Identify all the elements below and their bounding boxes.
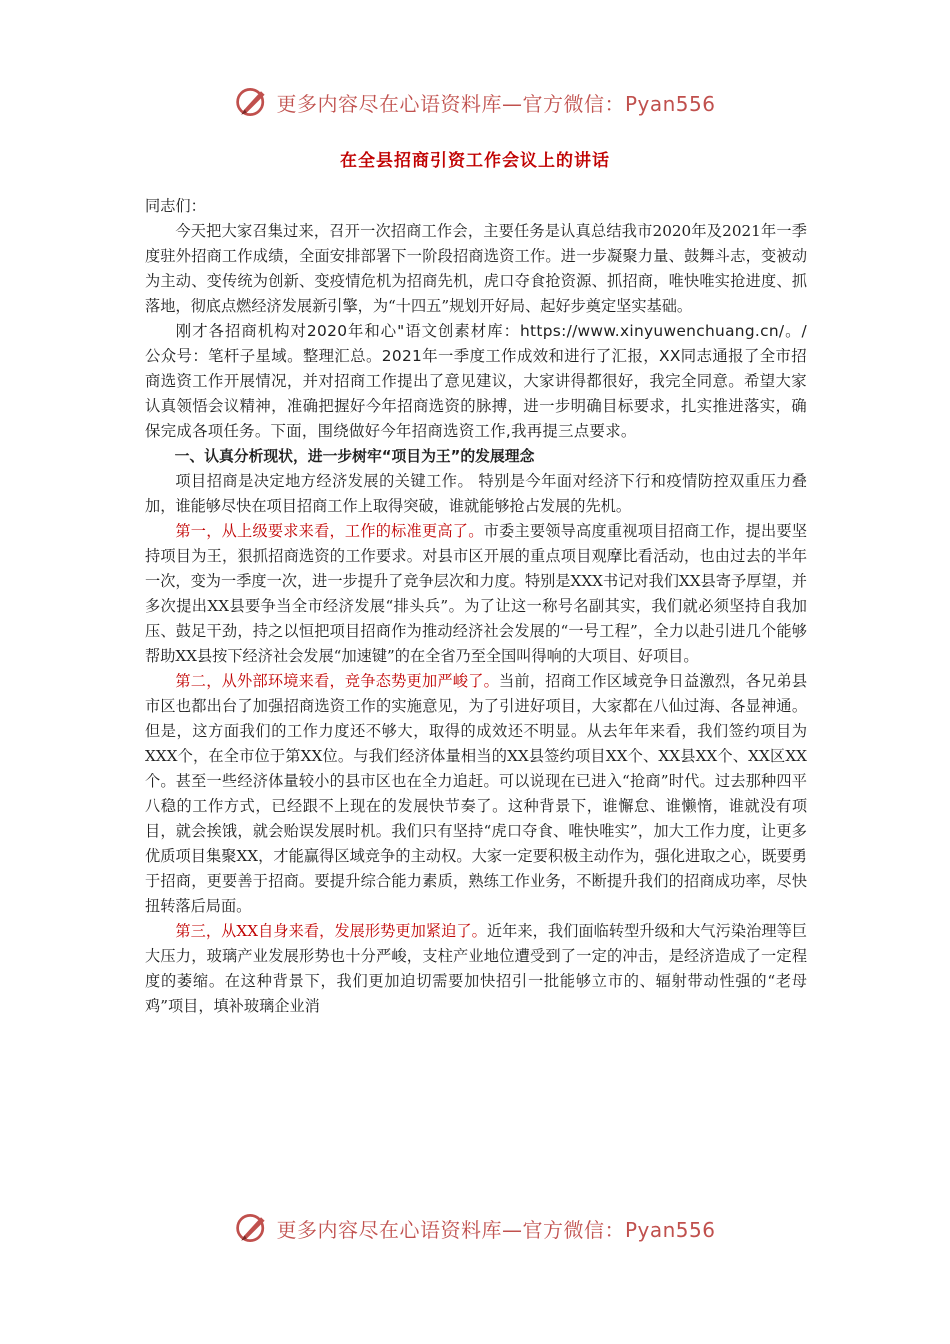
pen-logo-icon [234,1210,270,1246]
point-third-text: 近年来，我们面临转型升级和大气污染治理等巨大压力，玻璃产业发展形势也十分严峻，支柱产业地位遭受到了一定的冲击，是经济造成了一定程度的萎缩。在这种背景下，我们更加迫切需要加快招引一批能够立市的、辐射带动性强的“老母鸡”项目，填补玻璃企业消 [145,922,808,1015]
pen-logo-icon [234,84,270,120]
banner-text: 更多内容尽在心语资料库—官方微信：Pyan556 [276,1217,716,1242]
header-banner [0,82,950,122]
point-first-lead: 第一，从上级要求来看，工作的标准更高了。 [175,522,484,540]
paragraph-project: 项目招商是决定地方经济发展的关键工作。 特别是今年面对经济下行和疫情防控双重压力叠加，谁能够尽快在项目招商工作上取得突破，谁就能够抢占发展的先机。 [145,472,807,515]
banner-text: 更多内容尽在心语资料库—官方微信：Pyan556 [276,91,716,116]
paragraph-report: 刚才各招商机构对2020年和心"语文创素材库：https://www.xinyuwenchuang.cn/。/公众号：笔杆子星域。整理汇总。2021年一季度工作成效和进行了汇报，XX同志通报了全市招商选资工作开展情况，并对招商工作提出了意见建议，大家讲得都很好，我完全同意。希望大家认真领悟会议精神，准确把握好今年招商选资的脉搏，进一步明确目标要求，扎实推进落实，确保完成各项任务。下面，围绕做好今年招商选资工作,我再提三点要求。 [145,322,807,440]
point-second [145,669,807,919]
document-title: 在全县招商引资工作会议上的讲话 [340,151,610,171]
point-third-lead: 第三，从XX自身来看，发展形势更加紧迫了。 [175,922,487,940]
paragraph-intro: 今天把大家召集过来，召开一次招商工作会，主要任务是认真总结我市2020年及2021年一季度驻外招商工作成绩，全面安排部署下一阶段招商选资工作。进一步凝聚力量、鼓舞斗志，变被动为主动、变传统为创新、变疫情危机为招商先机，虎口夺食抢资源、抓招商，唯快唯实抢进度、抓落地，彻底点燃经济发展新引擎，为“十四五”规划开好局、起好步奠定坚实基础。 [145,222,807,315]
point-second-lead: 第二，从外部环境来看，竞争态势更加严峻了。 [175,672,500,690]
salutation: 同志们： [145,197,206,215]
point-first-text: 市委主要领导高度重视项目招商工作，提出要坚持项目为王，狠抓招商选资的工作要求。对县市区开展的重点项目观摩比看活动，也由过去的半年一次，变为一季度一次，进一步提升了竞争层次和力度。特别是XXX书记对我们XX县寄予厚望，并多次提出XX县要争当全市经济发展“排头兵”。为了让这一称号名副其实，我们就必须坚持自我加压、鼓足干劲，持之以恒把项目招商作为推动经济社会发展的“一号工程”，全力以赴引进几个能够帮助XX县按下经济社会发展“加速键”的在全省乃至全国叫得响的大项目、好项目。 [145,522,808,665]
footer-banner [0,1208,950,1248]
document-body [145,194,807,1019]
section-heading-1: 一、认真分析现状，进一步树牢“项目为王”的发展理念 [174,448,535,465]
point-first [145,519,807,669]
point-second-text: 当前，招商工作区域竞争日益激烈，各兄弟县市区也都出台了加强招商选资工作的实施意见，为了引进好项目，大家都在八仙过海、各显神通。但是，这方面我们的工作力度还不够大，取得的成效还不明显。从去年年来看，我们签约项目为XXX个，在全市位于第XX位。与我们经济体量相当的XX县签约项目XX个、XX县XX个、XX区XX个。甚至一些经济体量较小的县市区也在全力追赶。可以说现在已进入“抢商”时代。过去那种四平八稳的工作方式，已经跟不上现在的发展快节奏了。这种背景下，谁懈怠、谁懒惰，谁就没有项目，就会挨饿，就会贻误发展时机。我们只有坚持“虎口夺食、唯快唯实”，加大工作力度，让更多优质项目集聚XX，才能赢得区域竞争的主动权。大家一定要积极主动作为，强化进取之心，既要勇于招商，更要善于招商。要提升综合能力素质，熟练工作业务，不断提升我们的招商成功率，尽快扭转落后局面。 [145,672,808,915]
point-third [145,919,807,1019]
